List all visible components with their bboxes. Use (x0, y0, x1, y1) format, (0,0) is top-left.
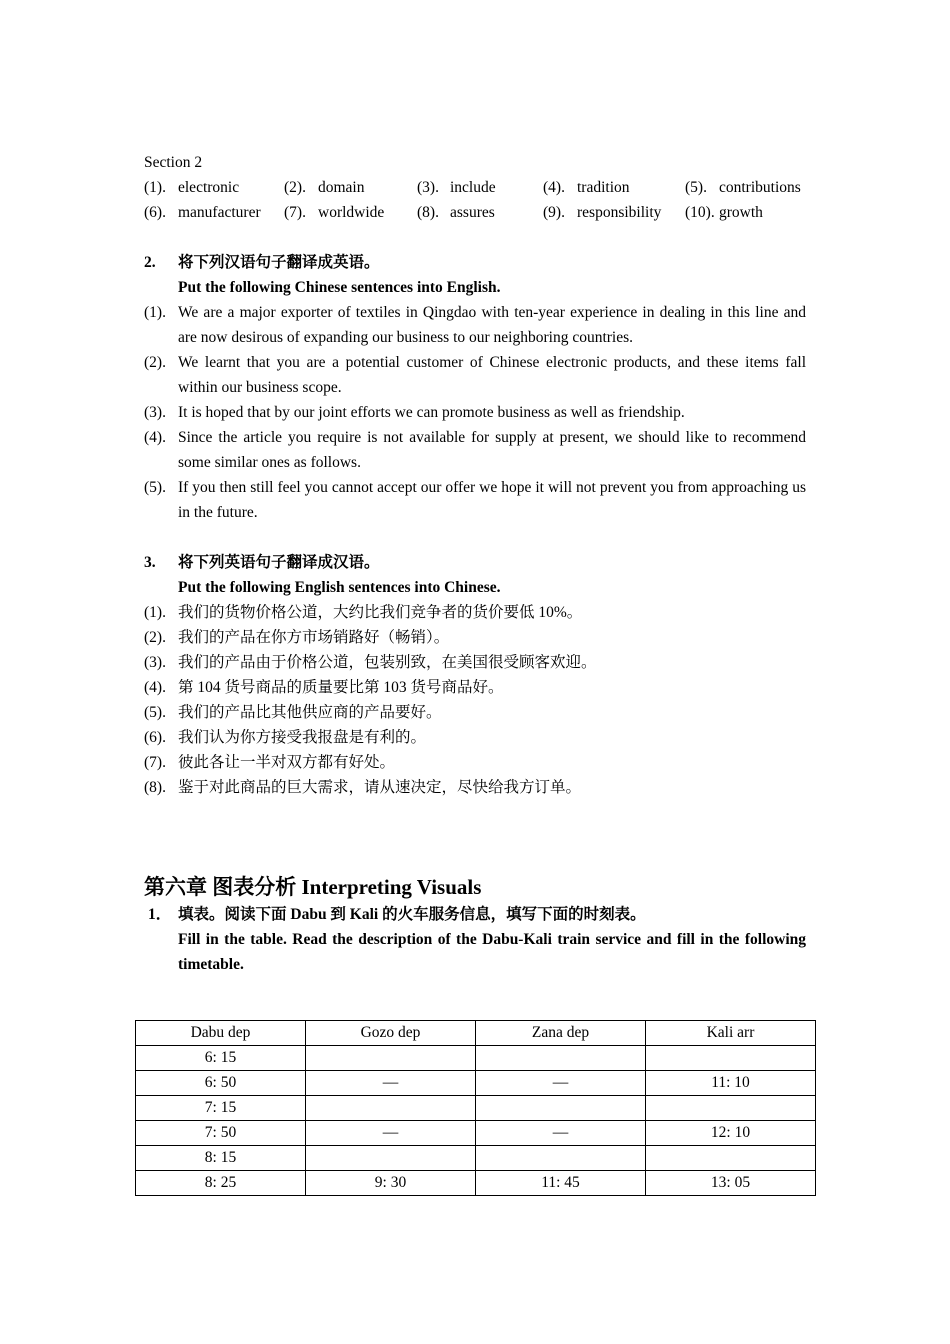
table-cell: 9: 30 (306, 1171, 476, 1196)
translation-item (144, 750, 806, 775)
translation-item (144, 650, 806, 675)
question-number: 2. (144, 254, 156, 271)
table-cell: 13: 05 (646, 1171, 816, 1196)
item-number: (1). (144, 304, 166, 321)
item-text: 我们认为你方接受我报盘是有利的。 (178, 729, 427, 746)
answer-word: domain (318, 179, 365, 196)
table-cell: — (476, 1121, 646, 1146)
answer-word: growth (719, 204, 763, 221)
answer-row-2 (144, 200, 806, 225)
translation-item (144, 425, 806, 475)
answer-word: contributions (719, 179, 801, 196)
answer-number: (4). (543, 179, 565, 196)
table-cell (476, 1096, 646, 1121)
question-number: 1． (148, 906, 172, 923)
column-header: Zana dep (476, 1021, 646, 1046)
table-cell: 7: 15 (136, 1096, 306, 1121)
answer-number: (1). (144, 179, 166, 196)
table-cell: 7: 50 (136, 1121, 306, 1146)
item-text: 我们的货物价格公道，大约比我们竞争者的货价要低 10%。 (178, 604, 583, 621)
table-row (136, 1146, 816, 1171)
table-row (136, 1121, 816, 1146)
document-page (144, 150, 806, 977)
item-number: (4). (144, 679, 166, 696)
answer-number: (10). (685, 204, 715, 221)
answer-row-1 (144, 175, 806, 200)
table-cell (646, 1046, 816, 1071)
question-1-heading-cn (144, 902, 806, 927)
translation-item (144, 300, 806, 350)
column-header: Kali arr (646, 1021, 816, 1046)
answer-item (543, 200, 685, 225)
answer-word: worldwide (318, 204, 385, 221)
question-3-heading (144, 550, 806, 575)
question-title-en: Put the following Chinese sentences into English. (178, 279, 501, 296)
table-row (136, 1171, 816, 1196)
section-title: Section 2 (144, 154, 203, 171)
answer-item (543, 175, 685, 200)
table-cell (306, 1096, 476, 1121)
table-cell: — (306, 1071, 476, 1096)
answer-item (417, 200, 543, 225)
answer-item (417, 175, 543, 200)
item-text: 我们的产品在你方市场销路好（畅销）。 (178, 629, 450, 646)
answer-number: (5). (685, 179, 707, 196)
table-cell: 12: 10 (646, 1121, 816, 1146)
question-title-en: Put the following English sentences into Chinese. (178, 579, 501, 596)
translation-item (144, 700, 806, 725)
table-cell: 11: 45 (476, 1171, 646, 1196)
answer-word: assures (450, 204, 495, 221)
question-title-cn: 将下列英语句子翻译成汉语。 (178, 554, 380, 571)
answer-number: (7). (284, 204, 306, 221)
answer-word: tradition (577, 179, 630, 196)
table-row (136, 1071, 816, 1096)
table-cell: 6: 15 (136, 1046, 306, 1071)
answer-word: manufacturer (178, 204, 261, 221)
item-text: 鉴于对此商品的巨大需求，请从速决定，尽快给我方订单。 (178, 779, 582, 796)
column-header: Dabu dep (136, 1021, 306, 1046)
answer-number: (3). (417, 179, 439, 196)
answer-number: (6). (144, 204, 166, 221)
answer-item (685, 200, 806, 225)
question-number: 3. (144, 554, 156, 571)
question-title-cn: 填表。阅读下面 Dabu 到 Kali 的火车服务信息，填写下面的时刻表。 (178, 906, 646, 923)
table-cell: 8: 15 (136, 1146, 306, 1171)
question-2-heading (144, 250, 806, 275)
item-number: (2). (144, 629, 166, 646)
table-row (136, 1096, 816, 1121)
table-cell (646, 1146, 816, 1171)
translation-item (144, 600, 806, 625)
answer-item (144, 200, 284, 225)
translation-item (144, 625, 806, 650)
answer-word: responsibility (577, 204, 662, 221)
table-cell (306, 1146, 476, 1171)
answer-item (144, 175, 284, 200)
item-number: (5). (144, 479, 166, 496)
item-number: (3). (144, 404, 166, 421)
table-cell: 8: 25 (136, 1171, 306, 1196)
item-number: (5). (144, 704, 166, 721)
question-title-en: Fill in the table. Read the description of the Dabu-Kali train service and fill in the following timetable. (178, 931, 806, 973)
translation-item (144, 775, 806, 800)
item-number: (6). (144, 729, 166, 746)
item-text: 我们的产品比其他供应商的产品要好。 (178, 704, 442, 721)
chapter-title: 第六章 图表分析 Interpreting Visuals (144, 875, 482, 899)
item-number: (4). (144, 429, 166, 446)
item-text: 我们的产品由于价格公道，包装别致，在美国很受顾客欢迎。 (178, 654, 597, 671)
answer-number: (2). (284, 179, 306, 196)
column-header: Gozo dep (306, 1021, 476, 1046)
translation-item (144, 475, 806, 525)
answer-item (284, 175, 417, 200)
table-cell (476, 1046, 646, 1071)
timetable (135, 1020, 816, 1196)
item-text: Since the article you require is not available for supply at present, we should like to recommend some similar ones as follows. (178, 429, 806, 471)
item-number: (1). (144, 604, 166, 621)
answer-item (685, 175, 806, 200)
item-text: We are a major exporter of textiles in Qingdao with ten-year experience in dealing in this line and are now desirous of expanding our business to our neighboring countries. (178, 304, 806, 346)
table-cell: 11: 10 (646, 1071, 816, 1096)
answer-number: (8). (417, 204, 439, 221)
question-title-cn: 将下列汉语句子翻译成英语。 (178, 254, 380, 271)
item-text: We learnt that you are a potential customer of Chinese electronic products, and these items fall within our business scope. (178, 354, 806, 396)
item-number: (8). (144, 779, 166, 796)
table-cell: — (476, 1071, 646, 1096)
table-cell (306, 1046, 476, 1071)
translation-item (144, 675, 806, 700)
item-text: It is hoped that by our joint efforts we can promote business as well as friendship. (178, 404, 685, 421)
item-number: (3). (144, 654, 166, 671)
item-text: 第 104 货号商品的质量要比第 103 货号商品好。 (178, 679, 504, 696)
question-1-heading-en (144, 927, 806, 977)
item-text: If you then still feel you cannot accept our offer we hope it will not prevent you from approaching us in the future. (178, 479, 806, 521)
translation-item (144, 400, 806, 425)
table-cell (646, 1096, 816, 1121)
table-cell: — (306, 1121, 476, 1146)
answer-word: include (450, 179, 496, 196)
table-cell: 6: 50 (136, 1071, 306, 1096)
item-number: (7). (144, 754, 166, 771)
answer-number: (9). (543, 204, 565, 221)
answer-item (284, 200, 417, 225)
answer-word: electronic (178, 179, 240, 196)
translation-item (144, 350, 806, 400)
table-cell (476, 1146, 646, 1171)
table-row (136, 1046, 816, 1071)
item-number: (2). (144, 354, 166, 371)
item-text: 彼此各让一半对双方都有好处。 (178, 754, 396, 771)
table-header-row (136, 1021, 816, 1046)
translation-item (144, 725, 806, 750)
